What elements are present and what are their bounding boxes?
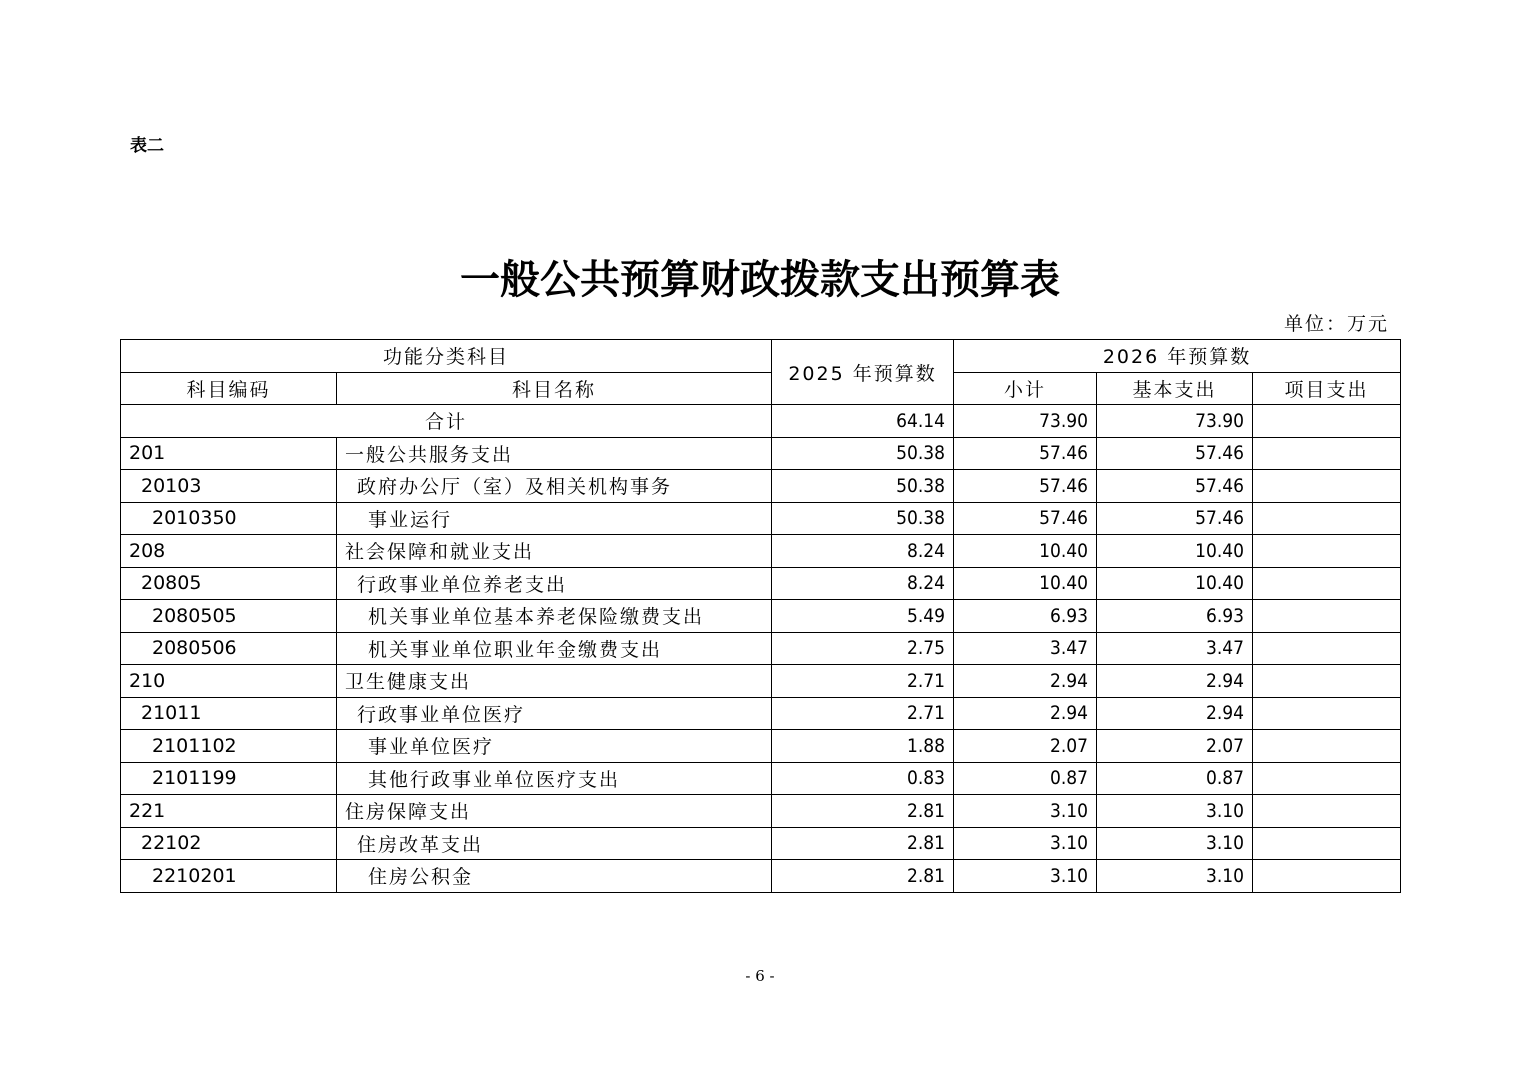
row-name: 机关事业单位基本养老保险缴费支出 xyxy=(337,600,772,633)
row-budget-2025: 8.24 xyxy=(772,567,954,600)
row-subtotal: 2.94 xyxy=(954,665,1097,698)
row-basic: 6.93 xyxy=(1097,600,1253,633)
row-subtotal: 0.87 xyxy=(954,762,1097,795)
row-code: 21011 xyxy=(121,697,337,730)
row-code: 2101199 xyxy=(121,762,337,795)
row-basic: 10.40 xyxy=(1097,567,1253,600)
name-header: 科目名称 xyxy=(337,372,772,405)
table-row xyxy=(121,567,1401,600)
row-project xyxy=(1253,795,1401,828)
table-body xyxy=(121,405,1401,893)
row-subtotal: 3.10 xyxy=(954,795,1097,828)
document-title: 一般公共预算财政拨款支出预算表 xyxy=(460,256,1060,303)
row-basic: 57.46 xyxy=(1097,502,1253,535)
row-code: 208 xyxy=(121,535,337,568)
row-name: 机关事业单位职业年金缴费支出 xyxy=(337,632,772,665)
row-budget-2025: 50.38 xyxy=(772,437,954,470)
row-name: 行政事业单位养老支出 xyxy=(337,567,772,600)
table-row xyxy=(121,502,1401,535)
row-name: 一般公共服务支出 xyxy=(337,437,772,470)
row-subtotal: 3.47 xyxy=(954,632,1097,665)
row-code: 2101102 xyxy=(121,730,337,763)
row-subtotal: 57.46 xyxy=(954,502,1097,535)
row-project xyxy=(1253,437,1401,470)
row-subtotal: 57.46 xyxy=(954,470,1097,503)
row-code: 210 xyxy=(121,665,337,698)
budget-2026-header: 2026 年预算数 xyxy=(954,340,1401,373)
row-subtotal: 3.10 xyxy=(954,827,1097,860)
row-budget-2025: 5.49 xyxy=(772,600,954,633)
row-code: 2210201 xyxy=(121,860,337,893)
project-header: 项目支出 xyxy=(1253,372,1401,405)
row-code: 2010350 xyxy=(121,502,337,535)
table-row xyxy=(121,697,1401,730)
row-code: 20103 xyxy=(121,470,337,503)
row-budget-2025: 2.75 xyxy=(772,632,954,665)
row-name: 住房保障支出 xyxy=(337,795,772,828)
table-row xyxy=(121,827,1401,860)
row-code: 2080506 xyxy=(121,632,337,665)
row-name: 事业运行 xyxy=(337,502,772,535)
table-row xyxy=(121,665,1401,698)
total-basic: 73.90 xyxy=(1097,405,1253,438)
total-subtotal: 73.90 xyxy=(954,405,1097,438)
row-basic: 0.87 xyxy=(1097,762,1253,795)
row-project xyxy=(1253,665,1401,698)
header-row-1 xyxy=(121,340,1401,373)
subtotal-header: 小计 xyxy=(954,372,1097,405)
row-code: 201 xyxy=(121,437,337,470)
row-budget-2025: 50.38 xyxy=(772,470,954,503)
row-subtotal: 10.40 xyxy=(954,535,1097,568)
total-row xyxy=(121,405,1401,438)
row-project xyxy=(1253,730,1401,763)
row-name: 其他行政事业单位医疗支出 xyxy=(337,762,772,795)
row-subtotal: 2.94 xyxy=(954,697,1097,730)
row-project xyxy=(1253,600,1401,633)
row-budget-2025: 2.71 xyxy=(772,697,954,730)
header-row-2 xyxy=(121,372,1401,405)
table-row xyxy=(121,762,1401,795)
table-row xyxy=(121,535,1401,568)
row-budget-2025: 0.83 xyxy=(772,762,954,795)
row-basic: 57.46 xyxy=(1097,437,1253,470)
row-project xyxy=(1253,827,1401,860)
row-basic: 3.10 xyxy=(1097,827,1253,860)
row-budget-2025: 2.81 xyxy=(772,795,954,828)
row-basic: 2.94 xyxy=(1097,665,1253,698)
page-number: - 6 - xyxy=(745,967,775,985)
total-budget-2025: 64.14 xyxy=(772,405,954,438)
code-header: 科目编码 xyxy=(121,372,337,405)
row-basic: 3.10 xyxy=(1097,795,1253,828)
row-budget-2025: 2.81 xyxy=(772,860,954,893)
functional-category-header: 功能分类科目 xyxy=(121,340,772,373)
total-label: 合计 xyxy=(121,405,772,438)
row-name: 行政事业单位医疗 xyxy=(337,697,772,730)
row-project xyxy=(1253,470,1401,503)
table-header xyxy=(121,340,1401,405)
row-project xyxy=(1253,632,1401,665)
row-project xyxy=(1253,762,1401,795)
row-project xyxy=(1253,502,1401,535)
budget-table xyxy=(120,339,1401,893)
total-project xyxy=(1253,405,1401,438)
row-project xyxy=(1253,567,1401,600)
row-project xyxy=(1253,535,1401,568)
row-project xyxy=(1253,860,1401,893)
table-label: 表二 xyxy=(130,136,164,156)
row-basic: 3.10 xyxy=(1097,860,1253,893)
row-name: 政府办公厅（室）及相关机构事务 xyxy=(337,470,772,503)
row-basic: 2.94 xyxy=(1097,697,1253,730)
row-code: 221 xyxy=(121,795,337,828)
row-basic: 2.07 xyxy=(1097,730,1253,763)
row-code: 2080505 xyxy=(121,600,337,633)
row-basic: 57.46 xyxy=(1097,470,1253,503)
row-name: 住房公积金 xyxy=(337,860,772,893)
row-subtotal: 10.40 xyxy=(954,567,1097,600)
row-name: 住房改革支出 xyxy=(337,827,772,860)
row-name: 事业单位医疗 xyxy=(337,730,772,763)
table-row xyxy=(121,795,1401,828)
table-row xyxy=(121,860,1401,893)
row-subtotal: 3.10 xyxy=(954,860,1097,893)
unit-label: 单位：万元 xyxy=(1283,313,1389,335)
basic-header: 基本支出 xyxy=(1097,372,1253,405)
row-budget-2025: 1.88 xyxy=(772,730,954,763)
row-basic: 3.47 xyxy=(1097,632,1253,665)
table-row xyxy=(121,632,1401,665)
row-code: 20805 xyxy=(121,567,337,600)
row-budget-2025: 2.71 xyxy=(772,665,954,698)
table-row xyxy=(121,437,1401,470)
table-row xyxy=(121,600,1401,633)
row-name: 社会保障和就业支出 xyxy=(337,535,772,568)
table-row xyxy=(121,730,1401,763)
row-code: 22102 xyxy=(121,827,337,860)
row-project xyxy=(1253,697,1401,730)
row-basic: 10.40 xyxy=(1097,535,1253,568)
row-budget-2025: 2.81 xyxy=(772,827,954,860)
budget-2025-header: 2025 年预算数 xyxy=(772,340,954,405)
row-budget-2025: 8.24 xyxy=(772,535,954,568)
row-subtotal: 57.46 xyxy=(954,437,1097,470)
row-name: 卫生健康支出 xyxy=(337,665,772,698)
row-budget-2025: 50.38 xyxy=(772,502,954,535)
row-subtotal: 6.93 xyxy=(954,600,1097,633)
row-subtotal: 2.07 xyxy=(954,730,1097,763)
table-row xyxy=(121,470,1401,503)
